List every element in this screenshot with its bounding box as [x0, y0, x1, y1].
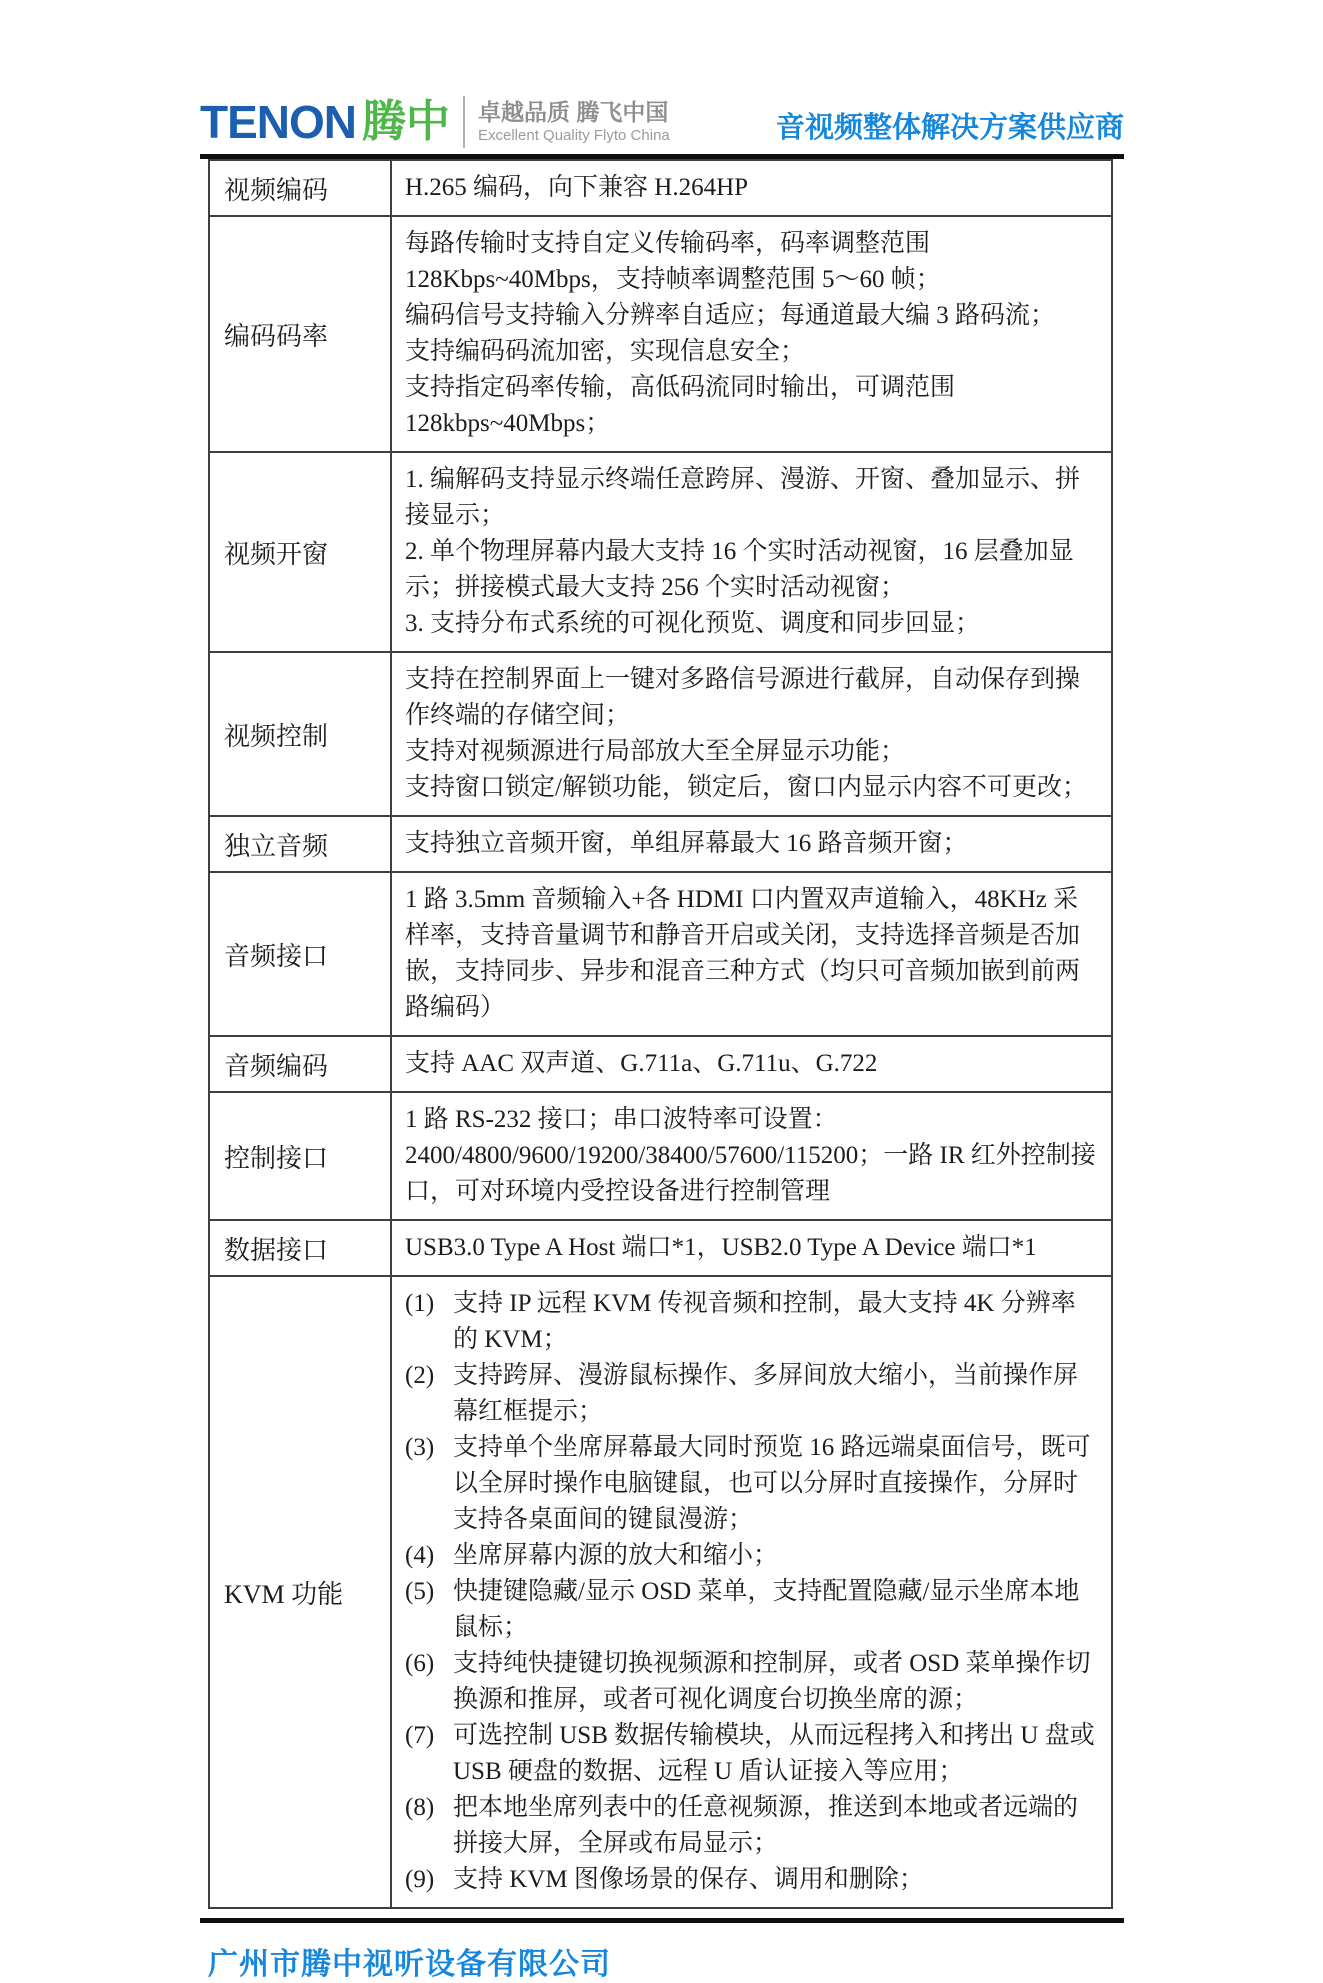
kvm-item-number: (7) — [405, 1722, 435, 1749]
kvm-feature-item — [405, 1430, 1099, 1538]
kvm-item-number: (1) — [405, 1290, 435, 1317]
table-row — [209, 1092, 1112, 1220]
logo-divider — [463, 96, 465, 148]
spec-label: 音频编码 — [209, 1036, 391, 1092]
spec-content — [391, 216, 1112, 452]
spec-content — [391, 1092, 1112, 1220]
spec-line: 支持指定码率传输，高低码流同时输出，可调范围 128kbps~40Mbps； — [405, 374, 956, 437]
kvm-item-text: 坐席屏幕内源的放大和缩小； — [453, 1542, 779, 1569]
spec-line: 支持在控制界面上一键对多路信号源进行截屏，自动保存到操作终端的存储空间； — [405, 666, 1081, 729]
table-row — [209, 816, 1112, 872]
spec-table — [208, 159, 1113, 1909]
spec-line: 1 路 RS-232 接口；串口波特率可设置： — [405, 1106, 838, 1133]
logo-tagline-en: Excellent Quality Flyto China — [478, 126, 670, 144]
tenon-logo — [200, 96, 670, 148]
spec-label: 控制接口 — [209, 1092, 391, 1220]
spec-label: 视频编码 — [209, 160, 391, 216]
kvm-feature-item — [405, 1718, 1099, 1790]
logo-brand-cn: 腾中 — [362, 97, 450, 146]
spec-line: 每路传输时支持自定义传输码率，码率调整范围 128Kbps~40Mbps，支持帧率调整范围 5～60 帧； — [405, 230, 941, 293]
spec-content — [391, 160, 1112, 216]
kvm-item-text: 支持 KVM 图像场景的保存、调用和删除； — [453, 1866, 924, 1893]
kvm-feature-item — [405, 1286, 1099, 1358]
table-row — [209, 1276, 1112, 1908]
kvm-item-text: 支持跨屏、漫游鼠标操作、多屏间放大缩小，当前操作屏幕红框提示； — [453, 1362, 1079, 1425]
logo-tagline — [478, 99, 670, 145]
header-slogan: 音视频整体解决方案供应商 — [775, 112, 1124, 144]
kvm-item-number: (5) — [405, 1578, 435, 1605]
table-row — [209, 652, 1112, 816]
spec-content — [391, 1220, 1112, 1276]
table-row — [209, 872, 1112, 1036]
spec-label: 视频控制 — [209, 652, 391, 816]
kvm-item-text: 把本地坐席列表中的任意视频源，推送到本地或者远端的拼接大屏，全屏或布局显示； — [453, 1794, 1079, 1857]
spec-line: 2. 单个物理屏幕内最大支持 16 个实时活动视窗，16 层叠加显示；拼接模式最大支持 256 个实时活动视窗； — [405, 538, 1074, 601]
spec-content — [391, 452, 1112, 652]
spec-line: 2400/4800/9600/19200/38400/57600/115200；一路 IR 红外控制接口，可对环境内受控设备进行控制管理 — [405, 1142, 1096, 1205]
spec-label: 音频接口 — [209, 872, 391, 1036]
kvm-feature-item — [405, 1574, 1099, 1646]
footer-rule — [200, 1918, 1124, 1923]
spec-line: 支持窗口锁定/解锁功能，锁定后，窗口内显示内容不可更改； — [405, 774, 1087, 801]
logo-brand-en: TENON — [200, 96, 356, 148]
table-row — [209, 452, 1112, 652]
spec-content — [391, 1276, 1112, 1908]
spec-content — [391, 816, 1112, 872]
kvm-item-number: (2) — [405, 1362, 435, 1389]
table-row — [209, 1036, 1112, 1092]
spec-line: H.265 编码，向下兼容 H.264HP — [405, 174, 749, 201]
spec-label: 数据接口 — [209, 1220, 391, 1276]
spec-content — [391, 652, 1112, 816]
kvm-item-number: (6) — [405, 1650, 435, 1677]
spec-line: 支持 AAC 双声道、G.711a、G.711u、G.722 — [405, 1050, 878, 1077]
table-row — [209, 160, 1112, 216]
spec-content — [391, 872, 1112, 1036]
spec-label: 编码码率 — [209, 216, 391, 452]
spec-line: USB3.0 Type A Host 端口*1，USB2.0 Type A Device 端口*1 — [405, 1234, 1037, 1261]
kvm-item-text: 支持 IP 远程 KVM 传视音频和控制，最大支持 4K 分辨率的 KVM； — [453, 1290, 1076, 1353]
kvm-feature-item — [405, 1862, 1099, 1898]
footer-company-name: 广州市腾中视听设备有限公司 — [208, 1948, 611, 1981]
kvm-item-text: 支持单个坐席屏幕最大同时预览 16 路远端桌面信号，既可以全屏时操作电脑键鼠，也可以分屏时直接操作，分屏时支持各桌面间的键鼠漫游； — [453, 1434, 1091, 1533]
kvm-item-text: 快捷键隐藏/显示 OSD 菜单，支持配置隐藏/显示坐席本地鼠标； — [453, 1578, 1080, 1641]
kvm-item-text: 支持纯快捷键切换视频源和控制屏，或者 OSD 菜单操作切换源和推屏，或者可视化调度台切换坐席的源； — [453, 1650, 1091, 1713]
kvm-feature-item — [405, 1646, 1099, 1718]
table-row — [209, 216, 1112, 452]
spec-line: 编码信号支持输入分辨率自适应；每通道最大编 3 路码流； — [405, 302, 1056, 329]
spec-line: 3. 支持分布式系统的可视化预览、调度和同步回显； — [405, 610, 981, 637]
spec-line: 支持独立音频开窗，单组屏幕最大 16 路音频开窗； — [405, 830, 968, 857]
spec-label: 独立音频 — [209, 816, 391, 872]
spec-label: KVM 功能 — [209, 1276, 391, 1908]
spec-line: 1 路 3.5mm 音频输入+各 HDMI 口内置双声道输入，48KHz 采样率，支持音量调节和静音开启或关闭，支持选择音频是否加嵌，支持同步、异步和混音三种方式（均只可音频加嵌到前两路编码） — [405, 886, 1081, 1021]
kvm-item-text: 可选控制 USB 数据传输模块，从而远程拷入和拷出 U 盘或 USB 硬盘的数据、远程 U 盾认证接入等应用； — [453, 1722, 1095, 1785]
kvm-item-number: (3) — [405, 1434, 435, 1461]
kvm-feature-item — [405, 1790, 1099, 1862]
kvm-item-number: (8) — [405, 1794, 435, 1821]
spec-line: 支持对视频源进行局部放大至全屏显示功能； — [405, 738, 906, 765]
kvm-item-number: (4) — [405, 1542, 435, 1569]
spec-line: 支持编码码流加密，实现信息安全； — [405, 338, 806, 365]
kvm-feature-item — [405, 1358, 1099, 1430]
logo-tagline-cn: 卓越品质 腾飞中国 — [478, 99, 669, 126]
spec-label: 视频开窗 — [209, 452, 391, 652]
page-header — [200, 86, 1124, 148]
page-content — [200, 86, 1124, 1983]
spec-content — [391, 1036, 1112, 1092]
spec-line: 1. 编解码支持显示终端任意跨屏、漫游、开窗、叠加显示、拼接显示； — [405, 466, 1081, 529]
table-row — [209, 1220, 1112, 1276]
kvm-item-number: (9) — [405, 1866, 435, 1893]
kvm-feature-item — [405, 1538, 1099, 1574]
